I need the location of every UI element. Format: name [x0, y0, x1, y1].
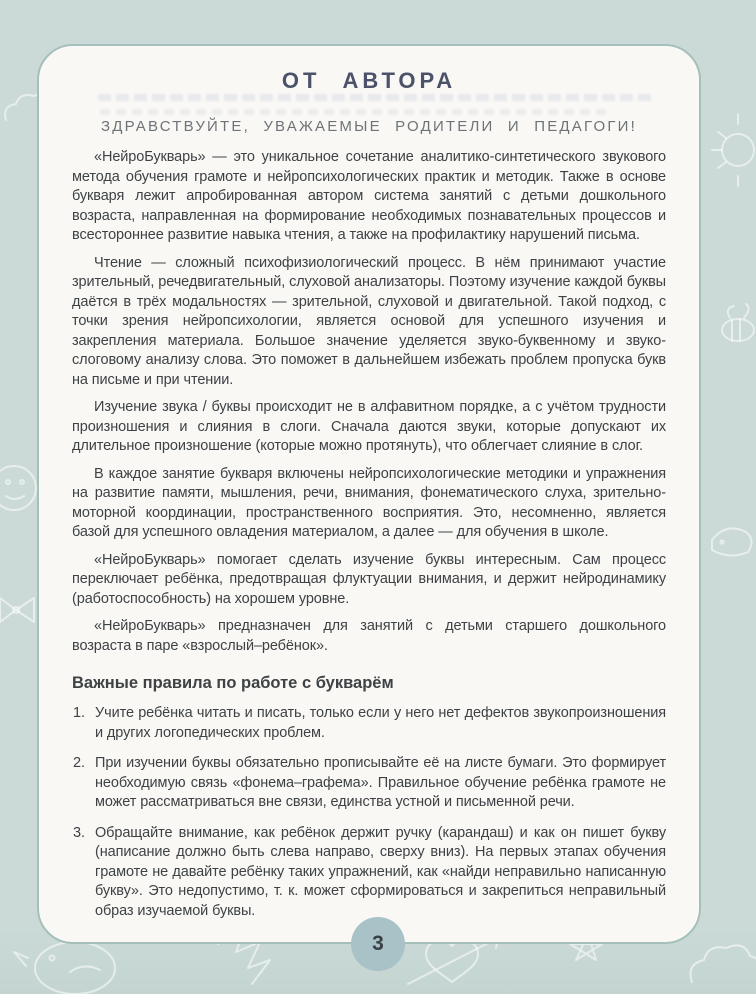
paragraph: Изучение звука / буквы происходит не в алфавитном порядке, а с учётом трудности произношения и слияния в слоги. Сначала даются звуки, которые допускают их длительное произношение (которые можно протянуть), что облегчает слияние в слог.	[72, 399, 666, 454]
bleed-through-text	[98, 94, 652, 118]
rule-number: 1.	[73, 705, 85, 721]
page-number: 3	[372, 932, 384, 955]
rules-heading: Важные правила по работе с букварём	[72, 674, 394, 692]
doodle-bow-icon	[0, 598, 34, 622]
page-title: ОТ АВТОРА	[281, 68, 457, 93]
doodle-bird-icon	[14, 942, 115, 994]
paragraph: Чтение — сложный психофизиологический процесс. В нём принимают участие зрительный, речедвигательный, слуховой анализаторы. Поэтому изучение каждой буквы даётся в трёх модальностях — зрительной, слуховой и двигательной. Такой подход, с точки зрения нейропсихологии, является основой для успешного изучения и закрепления материала. Большое значение уделяется звуко-буквенному и звуко-слоговому анализу слова. Это поможет в дальнейшем избежать проблем пропуска букв на письме и при чтении.	[72, 254, 666, 388]
rule-number: 2.	[73, 755, 85, 771]
rule-item	[72, 704, 666, 743]
rule-item	[72, 824, 666, 922]
rule-text: Учите ребёнка читать и писать, только если у него нет дефектов звукопроизношения и других логопедических проблем.	[95, 705, 666, 741]
doodle-sun-icon	[712, 114, 754, 186]
paragraph: В каждое занятие букваря включены нейропсихологические методики и упражнения на развитие памяти, мышления, речи, внимания, фонематического слуха, зрительно-моторной координации, пространственного восприятия. Это, несомненно, является базой для успешного овладения материалом, а далее — для обучения в школе.	[72, 465, 666, 540]
doodle-whale-icon	[712, 528, 752, 555]
greeting-heading: ЗДРАВСТВУЙТЕ, УВАЖАЕМЫЕ РОДИТЕЛИ И ПЕДАГОГИ!	[100, 118, 638, 135]
rules-list	[72, 704, 666, 921]
rule-text: Обращайте внимание, как ребёнок держит ручку (карандаш) и как он пишет букву (написание должно быть слева направо, сверху вниз). На первых этапах обучения грамоте не давайте ребёнку таких упражнений, как «найди неправильно написанную букву». Это недопустимо, т. к. может сформироваться и закрепиться неправильный образ изучаемой буквы.	[95, 824, 666, 919]
page-number-badge	[351, 917, 405, 971]
paragraph: «НейроБукварь» — это уникальное сочетание аналитико-синтетического звукового метода обучения грамоте и нейропсихологических практик и методик. Также в основе букваря лежит апробированная автором система занятий с детьми дошкольного возраста, направленная на формирование необходимых познавательных процессов и всестороннее развитие навыка чтения, а также на профилактику нарушений письма.	[72, 149, 666, 243]
rule-number: 3.	[73, 824, 85, 841]
doodle-bee-icon	[722, 304, 754, 341]
intro-paragraphs	[72, 148, 666, 656]
paragraph: «НейроБукварь» предназначен для занятий с детьми старшего дошкольного возраста в паре «взрослый–ребёнок».	[72, 618, 666, 654]
doodle-cloud-icon	[691, 945, 756, 982]
rule-text: При изучении буквы обязательно прописывайте её на листе бумаги. Это формирует необходимую связь «фонема–графема». Правильное обучение ребёнка грамоте не может рассматриваться вне связи, единства устной и письменной речи.	[95, 755, 666, 810]
content-sheet	[37, 44, 701, 944]
paragraph: «НейроБукварь» помогает сделать изучение буквы интересным. Сам процесс переключает ребёнка, предотвращая флуктуации внимания, и держит нейродинамику (работоспособность) на хорошем уровне.	[72, 551, 666, 607]
rule-item	[72, 754, 666, 813]
doodle-face-icon	[0, 466, 36, 510]
